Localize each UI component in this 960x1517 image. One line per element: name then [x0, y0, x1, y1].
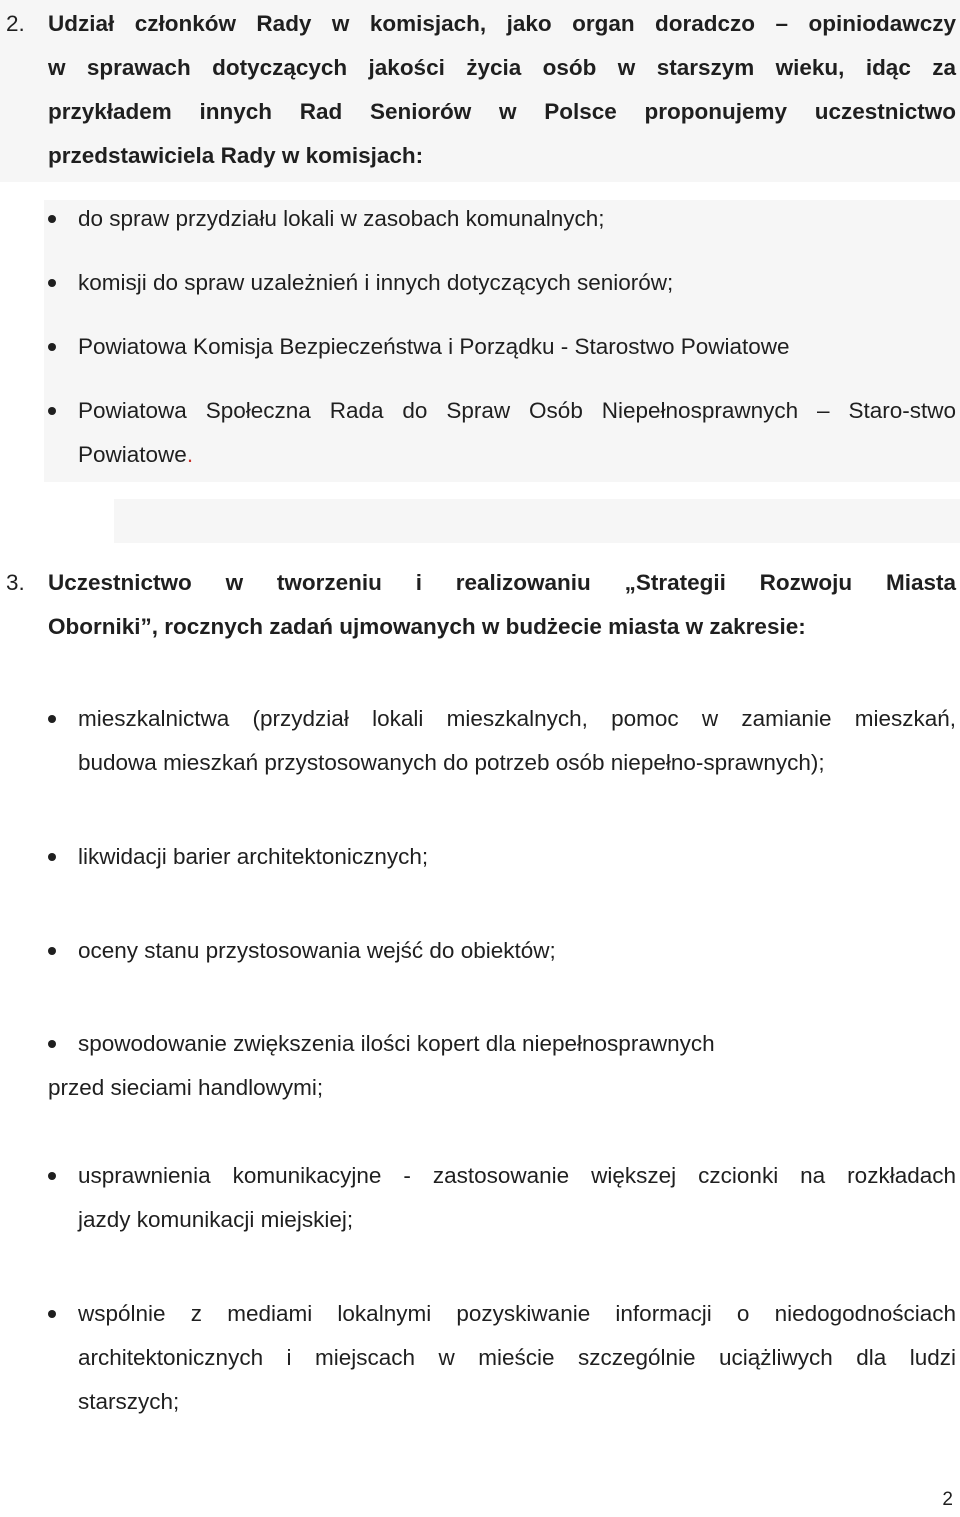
section-2-heading	[48, 2, 956, 178]
bullet-icon	[48, 1040, 56, 1048]
list-item	[48, 1292, 956, 1424]
list-item	[48, 261, 956, 305]
list-item-text: budowa mieszkań przystosowanych do potrzeb osób niepełno-sprawnych);	[78, 750, 825, 775]
section-3-number: 3.	[6, 570, 25, 595]
list-item	[48, 197, 956, 241]
trailing-dot: .	[186, 442, 194, 467]
bullet-icon	[48, 407, 56, 415]
list-item-text: wspólnie z mediami lokalnymi pozyskiwanie informacji o niedogodnościach	[78, 1301, 956, 1326]
list-item	[48, 697, 956, 785]
list-item-continuation: przed sieciami handlowymi;	[48, 1075, 324, 1100]
list-item	[48, 835, 956, 879]
bullet-icon	[48, 1172, 56, 1180]
list-item-text: mieszkalnictwa (przydział lokali mieszkalnych, pomoc w zamianie mieszkań,	[78, 706, 956, 731]
page-number: 2	[942, 1489, 953, 1510]
list-item	[48, 1154, 956, 1242]
section-3-heading	[48, 561, 956, 649]
empty-shade	[114, 499, 960, 543]
list-item-text: usprawnienia komunikacyjne - zastosowanie większej czcionki na rozkładach	[78, 1163, 956, 1188]
bullet-icon	[48, 715, 56, 723]
heading-line: Udział członków Rady w komisjach, jako organ doradczo – opiniodawczy	[48, 11, 956, 36]
bullet-icon	[48, 853, 56, 861]
bullet-icon	[48, 947, 56, 955]
list-item-text: oceny stanu przystosowania wejść do obiektów;	[78, 938, 556, 963]
list-item	[48, 1022, 956, 1066]
heading-line: przykładem innych Rad Seniorów w Polsce proponujemy uczestnictwo	[48, 99, 956, 124]
list-item	[48, 929, 956, 973]
bullet-icon	[48, 1310, 56, 1318]
list-item-text: likwidacji barier architektonicznych;	[78, 844, 429, 869]
list-item-text: do spraw przydziału lokali w zasobach komunalnych;	[78, 206, 605, 231]
heading-line: Uczestnictwo w tworzeniu i realizowaniu „Strategii Rozwoju Miasta	[48, 570, 956, 595]
list-item-text: jazdy komunikacji miejskiej;	[78, 1207, 354, 1232]
list-item-text: starszych;	[78, 1389, 180, 1414]
list-item-text: Powiatowa Społeczna Rada do Spraw Osób Niepełnosprawnych – Staro-stwo	[78, 398, 956, 423]
list-item-text: architektonicznych i miejscach w mieście szczególnie uciążliwych dla ludzi	[78, 1345, 956, 1370]
heading-line: Oborniki”, rocznych zadań ujmowanych w budżecie miasta w zakresie:	[48, 614, 806, 639]
bullet-icon	[48, 279, 56, 287]
list-item	[48, 389, 956, 477]
list-item	[48, 325, 956, 369]
bullet-icon	[48, 215, 56, 223]
heading-line: przedstawiciela Rady w komisjach:	[48, 143, 424, 168]
list-item-text: Powiatowe	[78, 442, 187, 467]
list-item-text: spowodowanie zwiększenia ilości kopert dla niepełnosprawnych	[78, 1031, 715, 1056]
list-item-text: Powiatowa Komisja Bezpieczeństwa i Porządku - Starostwo Powiatowe	[78, 334, 790, 359]
heading-line: w sprawach dotyczących jakości życia osób w starszym wieku, idąc za	[48, 55, 956, 80]
bullet-icon	[48, 343, 56, 351]
list-item-text: komisji do spraw uzależnień i innych dotyczących seniorów;	[78, 270, 674, 295]
section-2-number: 2.	[6, 11, 25, 36]
